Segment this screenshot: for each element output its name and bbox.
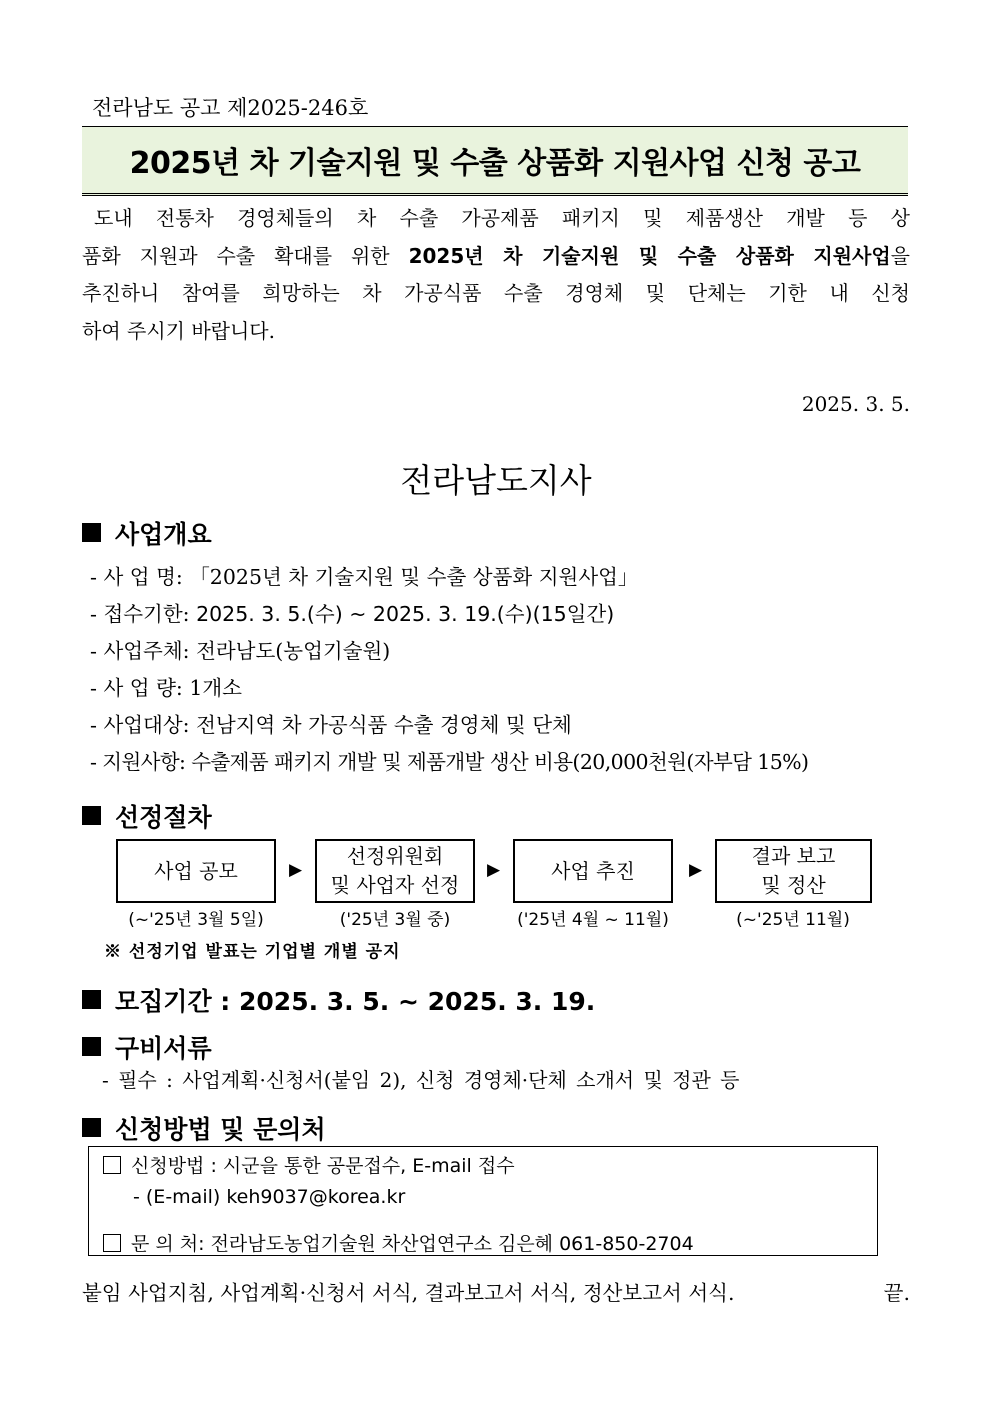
contact-method-row xyxy=(103,1151,515,1178)
item-label: - 지원사항: xyxy=(90,750,192,774)
notice-number: 전라남도 공고 제2025-246호 xyxy=(92,96,369,120)
section-documents-title: 구비서류 xyxy=(115,1034,212,1063)
step-label-line-2: 및 사업자 선정 xyxy=(330,873,460,897)
section-procedure-heading xyxy=(82,798,212,834)
section-procedure-title: 선정절차 xyxy=(115,803,212,832)
overview-item-quantity xyxy=(90,671,242,701)
issuer-name: 전라남도지사 xyxy=(400,461,592,500)
square-bullet-icon xyxy=(82,990,101,1009)
item-label: - 사업주체: xyxy=(90,639,197,663)
item-value: 「2025년 차 기술지원 및 수출 상품화 지원사업」 xyxy=(189,565,639,589)
intro-line-1: 도내 전통차 경영체들의 차 수출 가공제품 패키지 및 제품생산 개발 등 상 xyxy=(94,206,910,230)
item-value: 1개소 xyxy=(189,676,242,700)
document-title xyxy=(82,126,908,196)
procedure-step-2-caption: ('25년 3월 중) xyxy=(339,910,451,930)
overview-item-period xyxy=(90,597,614,627)
intro-line-3: 추진하니 참여를 희망하는 차 가공식품 수출 경영체 및 단체는 기한 내 신청 xyxy=(82,281,910,305)
arrow-right-icon: ▶ xyxy=(487,860,501,880)
section-contact-title: 신청방법 및 문의처 xyxy=(115,1115,326,1144)
intro-line-2-pre: 품화 지원과 수출 확대를 위한 xyxy=(82,243,409,268)
procedure-note: ※ 선정기업 발표는 기업별 개별 공지 xyxy=(104,942,401,962)
step-label: 사업 공모 xyxy=(154,858,238,883)
intro-line-2-post: 을 xyxy=(890,243,910,268)
procedure-step-1 xyxy=(116,839,276,903)
contact-method: 신청방법 : 시군을 통한 공문접수, E-mail 접수 xyxy=(131,1155,515,1177)
document-title-text: 2025년 차 기술지원 및 수출 상품화 지원사업 신청 공고 xyxy=(129,146,861,181)
step-label: 결과 보고 xyxy=(751,844,836,868)
contact-inquiry: 문 의 처: 전라남도농업기술원 차산업연구소 김은혜 061-850-2704 xyxy=(131,1233,694,1255)
procedure-step-1-caption: (~'25년 3월 5일) xyxy=(128,910,264,930)
contact-inquiry-row xyxy=(103,1229,694,1256)
procedure-step-4-caption: (~'25년 11월) xyxy=(736,910,850,930)
section-overview-title: 사업개요 xyxy=(115,520,212,549)
documents-required-item: - 필수 : 사업계획·신청서(붙임 2), 신청 경영체·단체 소개서 및 정관 등 xyxy=(102,1068,740,1092)
arrow-right-icon: ▶ xyxy=(289,860,303,880)
attachment-line xyxy=(82,1276,910,1306)
step-label: 선정위원회 xyxy=(346,844,444,868)
overview-item-name xyxy=(90,560,638,590)
overview-item-support xyxy=(90,745,808,775)
item-value: 2025. 3. 5.(수) ~ 2025. 3. 19.(수)(15일간) xyxy=(196,602,615,626)
step-label-line-2: 및 정산 xyxy=(761,873,826,897)
intro-line-4: 하여 주시기 바랍니다. xyxy=(82,318,275,343)
item-label: - 사 업 명: xyxy=(90,565,190,589)
arrow-right-icon: ▶ xyxy=(689,860,703,880)
square-bullet-icon xyxy=(82,806,101,825)
square-bullet-icon xyxy=(82,1118,101,1137)
procedure-step-2 xyxy=(315,839,475,903)
section-overview-heading xyxy=(82,515,212,551)
procedure-step-3-caption: ('25년 4월 ~ 11월) xyxy=(517,910,669,930)
attachment-text: 붙임 사업지침, 사업계획·신청서 서식, 결과보고서 서식, 정산보고서 서식. xyxy=(82,1281,735,1305)
overview-item-host xyxy=(90,634,390,664)
item-label: - 사 업 량: xyxy=(90,676,190,700)
intro-bold-project-name: 2025년 차 기술지원 및 수출 상품화 지원사업 xyxy=(408,243,891,268)
item-value: 전라남도(농업기술원) xyxy=(196,639,391,663)
section-recruitment-heading xyxy=(82,982,595,1018)
intro-line-2 xyxy=(82,238,910,276)
step-label: 사업 추진 xyxy=(551,858,635,883)
square-bullet-icon xyxy=(82,1037,101,1056)
procedure-step-3 xyxy=(513,839,673,903)
checkbox-icon xyxy=(103,1156,121,1174)
square-bullet-icon xyxy=(82,523,101,542)
section-recruitment-title: 모집기간 : 2025. 3. 5. ~ 2025. 3. 19. xyxy=(115,987,596,1016)
attachment-end: 끝. xyxy=(883,1281,910,1305)
section-contact-heading xyxy=(82,1110,326,1146)
checkbox-icon xyxy=(103,1234,121,1252)
item-value: 전남지역 차 가공식품 수출 경영체 및 단체 xyxy=(196,713,572,737)
section-documents-heading xyxy=(82,1029,212,1065)
notice-date: 2025. 3. 5. xyxy=(801,392,910,416)
contact-email[interactable]: - (E-mail) keh9037@korea.kr xyxy=(133,1186,406,1208)
overview-item-target xyxy=(90,708,572,738)
contact-box xyxy=(88,1146,878,1256)
item-label: - 사업대상: xyxy=(90,713,197,737)
intro-paragraph xyxy=(82,200,910,350)
item-value: 수출제품 패키지 개발 및 제품개발 생산 비용(20,000천원(자부담 15%) xyxy=(191,750,809,774)
procedure-step-4 xyxy=(715,839,872,903)
item-label: - 접수기한: xyxy=(90,602,197,626)
